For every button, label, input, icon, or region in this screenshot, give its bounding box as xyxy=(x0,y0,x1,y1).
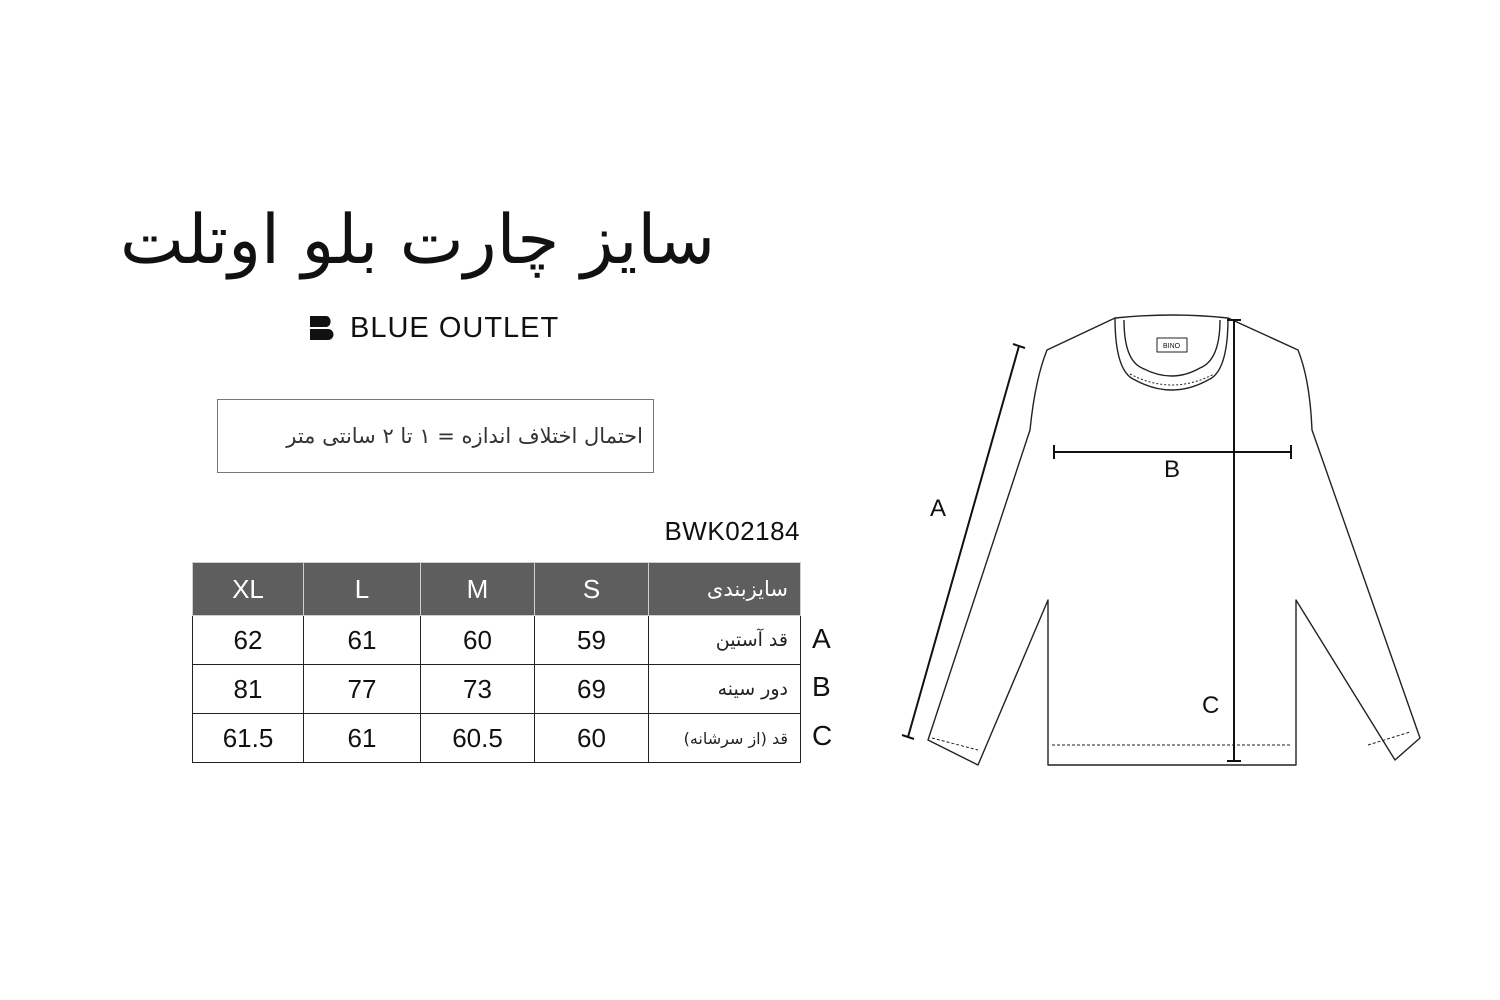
table-cell: 69 xyxy=(535,665,649,714)
table-cell: 60 xyxy=(421,616,535,665)
brand-name: BLUE OUTLET xyxy=(350,311,560,344)
column-header-size: سایزبندی xyxy=(649,563,801,616)
tolerance-note-box xyxy=(217,399,654,473)
table-cell: 81 xyxy=(193,665,304,714)
measure-line-a xyxy=(908,346,1019,737)
row-letter-c: C xyxy=(812,720,833,751)
table-cell: 61 xyxy=(304,714,421,763)
table-row xyxy=(193,665,801,714)
table-header-row xyxy=(193,563,801,616)
table-cell: 60.5 xyxy=(421,714,535,763)
table-cell: 73 xyxy=(421,665,535,714)
shirt-diagram xyxy=(880,300,1440,780)
table-cell: 60 xyxy=(535,714,649,763)
row-label-chest: دور سینه xyxy=(649,665,801,714)
table-cell: 61 xyxy=(304,616,421,665)
measure-label-b: B xyxy=(1164,456,1181,483)
table-cell: 59 xyxy=(535,616,649,665)
table-cell: 62 xyxy=(193,616,304,665)
row-label-sleeve: قد آستین xyxy=(649,616,801,665)
table-row xyxy=(193,616,801,665)
collar-outer xyxy=(1115,318,1228,390)
measure-label-c: C xyxy=(1202,692,1220,719)
column-header-l: L xyxy=(304,563,421,616)
row-letter-a: A xyxy=(812,623,831,654)
column-header-m: M xyxy=(421,563,535,616)
measure-label-a: A xyxy=(930,495,947,522)
row-label-length: قد (از سرشانه) xyxy=(649,714,801,763)
neck-tag-text: BINO xyxy=(1163,343,1181,350)
b-logo-icon xyxy=(310,316,338,340)
column-header-s: S xyxy=(535,563,649,616)
tolerance-note: احتمال اختلاف اندازه = ۱ تا ۲ سانتی متر xyxy=(286,424,643,448)
page-title: سایز چارت بلو اوتلت xyxy=(120,201,716,280)
shirt-outline xyxy=(928,315,1420,765)
table-cell: 61.5 xyxy=(193,714,304,763)
column-header-xl: XL xyxy=(193,563,304,616)
row-letter-b: B xyxy=(812,671,831,702)
table-cell: 77 xyxy=(304,665,421,714)
size-table xyxy=(192,562,801,763)
brand xyxy=(310,310,559,346)
product-code: BWK02184 xyxy=(664,516,800,546)
table-row xyxy=(193,714,801,763)
